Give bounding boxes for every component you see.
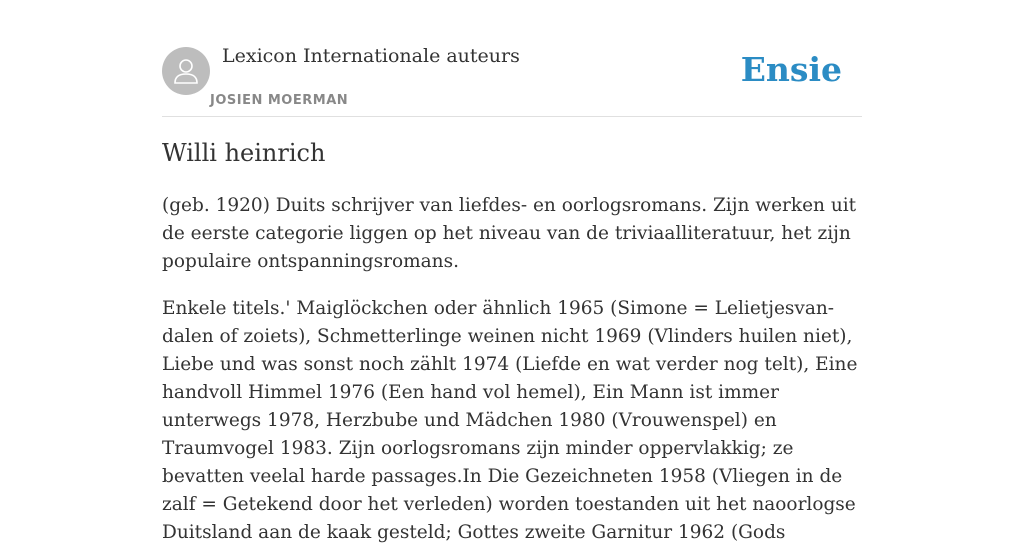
article-title: Willi heinrich [162, 139, 326, 167]
user-avatar-icon [171, 56, 201, 86]
page-container [162, 0, 862, 543]
author-name[interactable]: JOSIEN MOERMAN [210, 93, 349, 108]
brand-logo[interactable]: Ensie [740, 50, 842, 89]
book-title[interactable]: Lexicon Internationale auteurs [222, 45, 520, 67]
avatar[interactable] [162, 47, 210, 95]
article-paragraph: (geb. 1920) Duits schrijver van liefdes- en oorlogsromans. Zijn werken uit de eerste categorie liggen op het niveau van de triviaalliteratuur, het zijn populaire ontspanningsromans. [162, 195, 857, 272]
article-paragraph: Enkele titels.' Maiglöckchen oder ähnlich 1965 (Simone = Lelietjesvan-dalen of zoiets), Schmetterlinge weinen nicht 1969 (Vlinders huilen niet), Liebe und was sonst noch zählt 1974 (Liefde en wat verder nog telt), Eine handvoll Himmel 1976 (Een hand vol hemel), Ein Mann ist immer unterwegs 1978, Herzbube und Mädchen 1980 (Vrouwenspel) en Traumvogel 1983. Zijn oorlogsromans zijn minder oppervlakkig; ze bevatten veelal harde passages.In Die Gezeichneten 1958 (Vliegen in de zalf = Getekend door het verleden) worden toestanden uit het naoorlogse Duitsland aan de kaak gesteld; Gottes zweite Garnitur 1962 (Gods [162, 298, 858, 543]
header [162, 0, 862, 117]
